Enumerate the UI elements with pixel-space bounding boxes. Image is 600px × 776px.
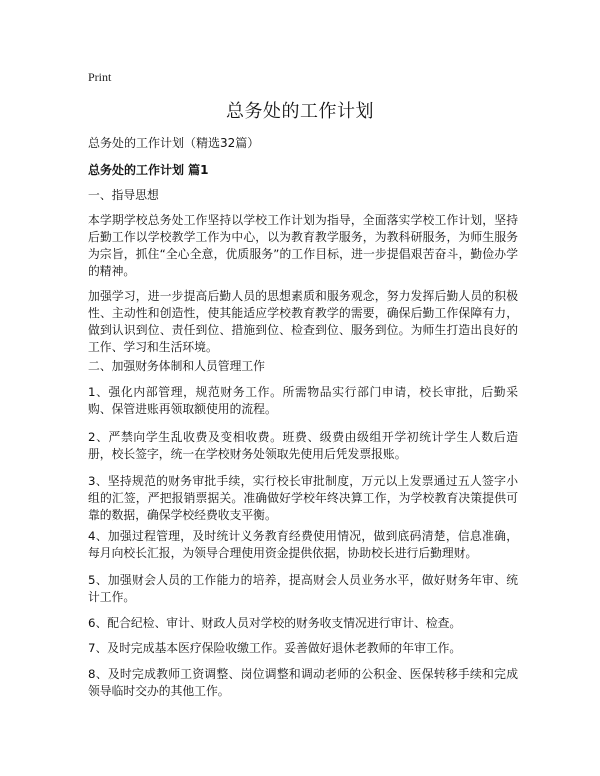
list-item-7: 7、及时完成基本医疗保险收缴工作。妥善做好退休老教师的年审工作。 (88, 641, 462, 655)
list-item-6: 6、配合纪检、审计、财政人员对学校的财务收支情况进行审计、检查。 (88, 616, 462, 630)
print-link[interactable]: Print (88, 70, 112, 84)
list-item-5: 5、加强财会人员的工作能力的培养，提高财会人员业务水平，做好财务年审、统计工作。 (88, 573, 518, 604)
section-heading: 总务处的工作计划 篇1 (88, 163, 209, 177)
list-item-8: 8、及时完成教师工资调整、岗位调整和调动老师的公积金、医保转移手续和完成领导临时交办的其他工作。 (88, 667, 518, 698)
list-item-2: 2、严禁向学生乱收费及变相收费。班费、级费由级组开学初统计学生人数后造册，校长签字，统一在学校财务处领取先使用后凭发票报账。 (88, 430, 518, 461)
paragraph-study: 加强学习，进一步提高后勤人员的思想素质和服务观念，努力发挥后勤人员的积极性、主动性和创造性，使其能适应学校教育教学的需要，确保后勤工作保障有力，做到认识到位、责任到位、措施到位、检查到位、服务到位。为师生打造出良好的工作、学习和生活环境。 (88, 289, 518, 354)
page-title: 总务处的工作计划 (226, 101, 374, 122)
document-subtitle: 总务处的工作计划（精选32篇） (88, 136, 260, 150)
list-item-3: 3、坚持规范的财务审批手续，实行校长审批制度，万元以上发票通过五人签字小组的汇签，严把报销票据关。准确做好学校年终决算工作，为学校教育决策提供可靠的数据，确保学校经费收支平衡。 (88, 474, 518, 522)
heading-finance-management: 二、加强财务体制和人员管理工作 (88, 359, 265, 373)
list-item-1: 1、强化内部管理，规范财务工作。所需物品实行部门申请，校长审批，后勤采购、保管进账再领取额使用的流程。 (88, 385, 518, 416)
heading-guiding-thought: 一、指导思想 (88, 188, 159, 202)
paragraph-guiding-thought: 本学期学校总务处工作坚持以学校工作计划为指导，全面落实学校工作计划，坚持后勤工作以学校教学工作为中心，以为教育教学服务，为教科研服务，为师生服务为宗旨，抓住“全心全意，优质服务”的工作目标，进一步提倡艰苦奋斗，勤俭办学的精神。 (88, 213, 518, 278)
list-item-4: 4、加强过程管理，及时统计义务教育经费使用情况，做到底码清楚，信息准确，每月向校长汇报，为领导合理使用资金提供依据，协助校长进行后勤理财。 (88, 529, 518, 560)
